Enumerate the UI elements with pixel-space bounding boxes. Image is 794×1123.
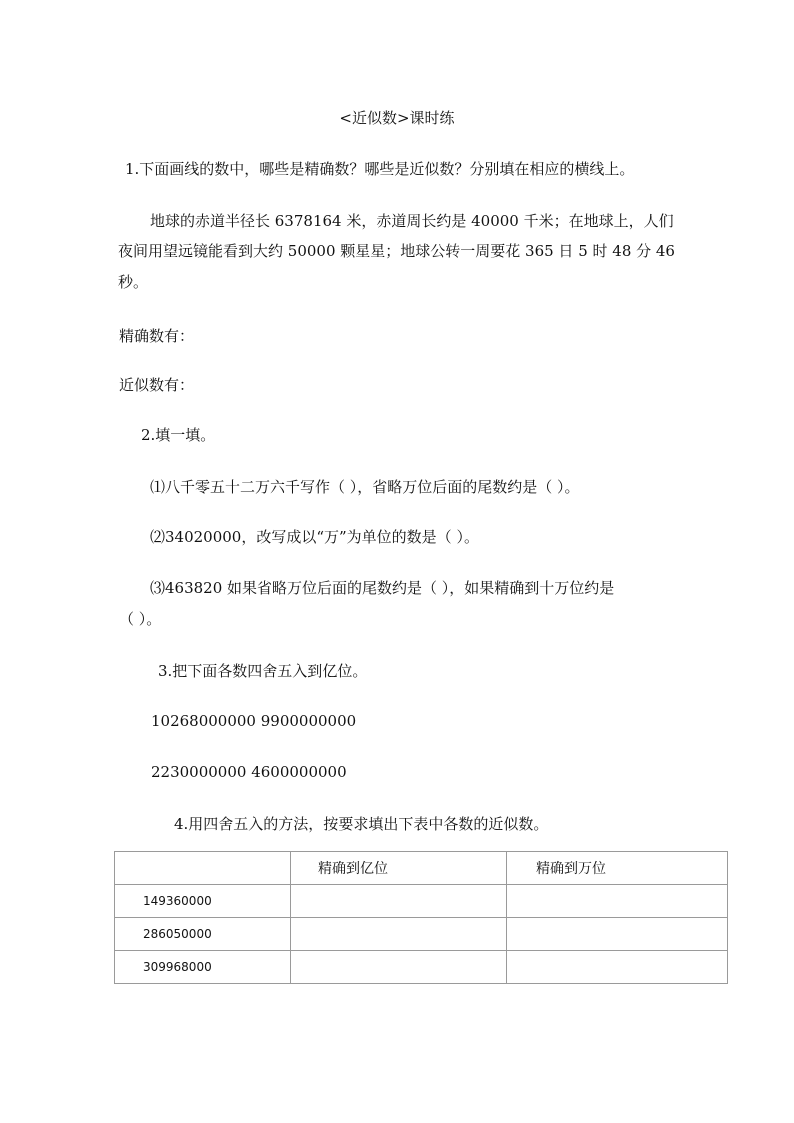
q1-passage-line-2: 夜间用望远镜能看到大约 50000 颗星星；地球公转一周要花 365 日 5 时 48 分 46 [118,242,675,260]
table-header-row [115,852,728,885]
page-title: <近似数>课时练 [339,109,455,127]
table-header-yi: 精确到亿位 [291,852,507,885]
table-row [115,885,728,918]
table-cell-yi-answer[interactable] [291,885,507,918]
q2-item-3-line-2: （ ）。 [119,610,162,628]
table-cell-number: 286050000 [115,918,291,951]
table-cell-wan-answer[interactable] [507,951,728,984]
q3-row-1: 10268000000 9900000000 [151,712,357,730]
q2-item-2: ⑵34020000，改写成以“万”为单位的数是（ ）。 [150,528,479,546]
table-header-wan: 精确到万位 [507,852,728,885]
table-row [115,951,728,984]
table-cell-yi-answer[interactable] [291,918,507,951]
q1-prompt: 1.下面画线的数中，哪些是精确数？哪些是近似数？分别填在相应的横线上。 [125,160,635,178]
q2-prompt: 2.填一填。 [141,426,216,444]
q2-item-3-line-1: ⑶463820 如果省略万位后面的尾数约是（ ），如果精确到十万位约是 [150,579,615,597]
table-cell-wan-answer[interactable] [507,885,728,918]
table-cell-yi-answer[interactable] [291,951,507,984]
q4-prompt: 4.用四舍五入的方法，按要求填出下表中各数的近似数。 [174,815,549,833]
approx-numbers-label: 近似数有： [119,376,195,394]
q3-prompt: 3.把下面各数四舍五入到亿位。 [158,662,368,680]
q1-passage-line-1: 地球的赤道半径长 6378164 米，赤道周长约是 40000 千米；在地球上，人们 [150,212,674,230]
approximation-table [114,851,728,984]
table-cell-number: 149360000 [115,885,291,918]
exact-numbers-label: 精确数有： [119,327,195,345]
q1-passage-line-3: 秒。 [118,273,149,291]
q2-item-1: ⑴八千零五十二万六千写作（ ），省略万位后面的尾数约是（ ）。 [150,478,580,496]
table-header-blank [115,852,291,885]
table-cell-number: 309968000 [115,951,291,984]
table-cell-wan-answer[interactable] [507,918,728,951]
q3-row-2: 2230000000 4600000000 [151,763,347,781]
table-row [115,918,728,951]
